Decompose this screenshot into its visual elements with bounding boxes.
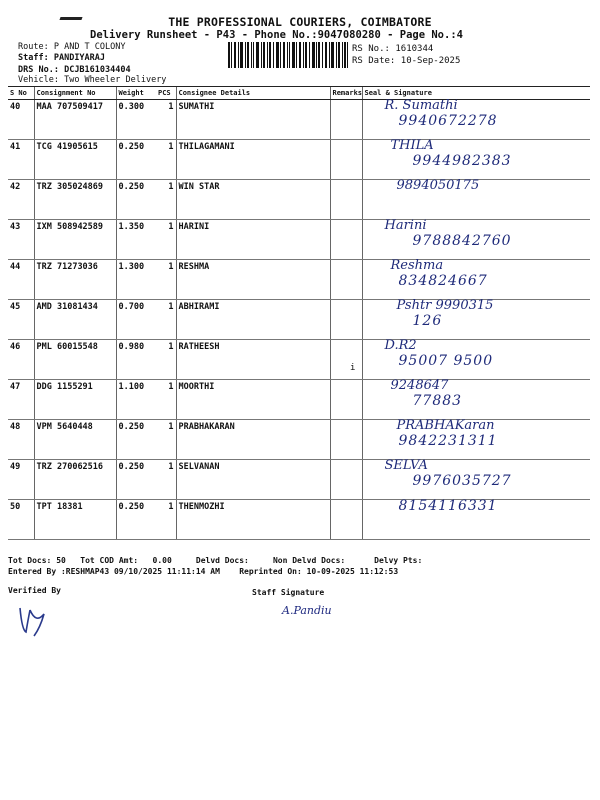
col-header-pcs: PCS	[156, 87, 176, 100]
row-consignment-no: MAA 707509417	[34, 100, 116, 140]
row-signature	[362, 140, 590, 180]
entered-line	[8, 567, 398, 576]
entered-by: Entered By :RESHMAP43 09/10/2025 11:11:14 AM	[8, 567, 220, 576]
row-consignment-no: TRZ 71273036	[34, 260, 116, 300]
row-consignment-no: DDG 1155291	[34, 380, 116, 420]
signature-phone-handwriting: 126	[412, 313, 443, 329]
signature-phone-handwriting: 9976035727	[412, 473, 512, 489]
signature-handwriting: SELVA	[384, 458, 428, 473]
row-sno: 50	[8, 500, 34, 540]
signature-handwriting: Harini	[384, 218, 427, 233]
row-pcs: 1	[156, 260, 176, 300]
col-header-consignment: Consignment No	[34, 87, 116, 100]
row-remarks	[330, 100, 362, 140]
row-sno: 48	[8, 420, 34, 460]
row-sno: 41	[8, 140, 34, 180]
row-consignment-no: TRZ 305024869	[34, 180, 116, 220]
vehicle-label: Vehicle:	[18, 75, 59, 85]
row-signature	[362, 220, 590, 260]
row-sno: 40	[8, 100, 34, 140]
signature-phone-handwriting: 9788842760	[412, 233, 512, 249]
table-row	[8, 180, 590, 220]
row-remarks	[330, 460, 362, 500]
signature-handwriting: 9894050175	[396, 178, 480, 193]
table-row	[8, 220, 590, 260]
row-weight: 0.250	[116, 460, 156, 500]
table-row	[8, 340, 590, 380]
row-sno: 47	[8, 380, 34, 420]
col-header-signature: Seal & Signature	[362, 87, 590, 100]
row-consignee: PRABHAKARAN	[176, 420, 330, 460]
delvd-docs-label: Delvd Docs:	[195, 556, 249, 565]
table-row	[8, 300, 590, 340]
tot-docs-label: Tot Docs:	[8, 556, 52, 565]
signature-phone-handwriting: 77883	[412, 393, 463, 409]
row-pcs: 1	[156, 380, 176, 420]
row-consignment-no: TPT 18381	[34, 500, 116, 540]
rs-date-label: RS Date:	[352, 56, 396, 66]
signature-handwriting: Pshtr 9990315	[396, 298, 494, 313]
signature-handwriting: THILA	[390, 138, 434, 153]
reprinted-on: Reprinted On: 10-09-2025 11:12:53	[239, 567, 399, 576]
col-header-remarks: Remarks	[330, 87, 362, 100]
route-label: Route:	[18, 42, 49, 52]
drs-value: DCJB161034404	[64, 65, 131, 75]
row-consignee: SELVANAN	[176, 460, 330, 500]
signature-handwriting: Reshma	[390, 258, 444, 273]
row-remarks	[330, 380, 362, 420]
staff-label: Staff:	[18, 53, 49, 63]
row-remarks	[330, 420, 362, 460]
tot-cod-value: 0.00	[152, 556, 172, 565]
signature-phone-handwriting: 9940672278	[398, 113, 498, 129]
table-row	[8, 500, 590, 540]
signature-phone-handwriting: 9842231311	[398, 433, 498, 449]
row-pcs: 1	[156, 460, 176, 500]
row-signature	[362, 260, 590, 300]
row-weight: 0.250	[116, 420, 156, 460]
row-remarks	[330, 180, 362, 220]
table-row	[8, 140, 590, 180]
col-header-sno: S No	[8, 87, 34, 100]
row-consignee: ABHIRAMI	[176, 300, 330, 340]
row-weight: 0.980	[116, 340, 156, 380]
table-row	[8, 420, 590, 460]
route-line	[18, 42, 126, 53]
row-remarks	[330, 260, 362, 300]
row-pcs: 1	[156, 180, 176, 220]
tot-cod-label: Tot COD Amt:	[80, 556, 139, 565]
table-row	[8, 460, 590, 500]
verified-by-label: Verified By	[8, 586, 61, 595]
row-weight: 1.350	[116, 220, 156, 260]
table-row	[8, 100, 590, 140]
signature-handwriting: PRABHAKaran	[396, 418, 495, 433]
runsheet-title: Delivery Runsheet - P43 - Phone No.:9047080280 - Page No.:4	[90, 29, 463, 41]
row-signature	[362, 420, 590, 460]
signature-handwriting: D.R2	[384, 338, 417, 353]
row-signature	[362, 500, 590, 540]
row-weight: 1.100	[116, 380, 156, 420]
row-consignee: SUMATHI	[176, 100, 330, 140]
row-consignee: HARINI	[176, 220, 330, 260]
staff-line	[18, 53, 105, 64]
row-signature	[362, 380, 590, 420]
rs-no-value: 1610344	[395, 44, 434, 54]
signature-handwriting: 9248647	[390, 378, 449, 393]
row-weight: 0.300	[116, 100, 156, 140]
signature-handwriting: R. Sumathi	[384, 98, 458, 113]
row-pcs: 1	[156, 420, 176, 460]
row-consignee: THILAGAMANI	[176, 140, 330, 180]
row-signature	[362, 100, 590, 140]
row-remarks	[330, 140, 362, 180]
table-row	[8, 380, 590, 420]
drs-label: DRS No.:	[18, 65, 59, 75]
rs-date-value: 10-Sep-2025	[400, 56, 461, 66]
row-weight: 0.700	[116, 300, 156, 340]
non-delvd-docs-label: Non Delvd Docs:	[272, 556, 346, 565]
row-remarks	[330, 220, 362, 260]
row-remarks	[330, 300, 362, 340]
row-sno: 49	[8, 460, 34, 500]
row-pcs: 1	[156, 300, 176, 340]
barcode-image	[228, 42, 348, 68]
row-consignee: RATHEESH	[176, 340, 330, 380]
row-sno: 43	[8, 220, 34, 260]
totals-line	[8, 556, 422, 565]
row-consignee: WIN STAR	[176, 180, 330, 220]
verified-signature-image	[14, 600, 54, 640]
row-pcs: 1	[156, 220, 176, 260]
row-weight: 0.250	[116, 500, 156, 540]
delvy-pts-label: Delvy Pts:	[374, 556, 423, 565]
row-remarks	[330, 340, 362, 380]
row-sno: 44	[8, 260, 34, 300]
rs-date-line	[352, 55, 460, 67]
signature-phone-handwriting: 834824667	[398, 273, 488, 289]
tot-docs-value: 50	[56, 556, 66, 565]
row-consignment-no: TRZ 270062516	[34, 460, 116, 500]
signature-phone-handwriting: 95007 9500	[398, 353, 494, 369]
row-signature	[362, 180, 590, 220]
row-weight: 0.250	[116, 140, 156, 180]
row-weight: 0.250	[116, 180, 156, 220]
row-pcs: 1	[156, 340, 176, 380]
staff-signature-image: A.Pandiu	[282, 604, 332, 617]
row-consignment-no: TCG 41905615	[34, 140, 116, 180]
row-consignee: THENMOZHI	[176, 500, 330, 540]
row-consignee: RESHMA	[176, 260, 330, 300]
row-consignment-no: PML 60015548	[34, 340, 116, 380]
row-consignment-no: IXM 508942589	[34, 220, 116, 260]
row-sno: 45	[8, 300, 34, 340]
staff-signature-label: Staff Signature	[252, 588, 325, 597]
row-remarks	[330, 500, 362, 540]
row-signature	[362, 340, 590, 380]
row-signature	[362, 460, 590, 500]
col-header-weight: Weight	[116, 87, 156, 100]
row-signature	[362, 300, 590, 340]
route-value: P AND T COLONY	[53, 42, 126, 52]
col-header-consignee: Consignee Details	[176, 87, 330, 100]
company-name: THE PROFESSIONAL COURIERS, COIMBATORE	[168, 15, 432, 29]
row-sno: 46	[8, 340, 34, 380]
vehicle-value: Two Wheeler Delivery	[64, 75, 167, 85]
runsheet-table	[8, 86, 590, 540]
signature-phone-handwriting: 8154116331	[398, 498, 498, 514]
staff-value: PANDIYARAJ	[53, 53, 106, 63]
vehicle-line	[18, 75, 166, 86]
remarks-mark: i	[350, 363, 356, 373]
table-row	[8, 260, 590, 300]
rs-info	[352, 43, 460, 67]
row-sno: 42	[8, 180, 34, 220]
rs-no-label: RS No.:	[352, 44, 390, 54]
row-consignment-no: VPM 5640448	[34, 420, 116, 460]
row-pcs: 1	[156, 500, 176, 540]
row-pcs: 1	[156, 100, 176, 140]
signature-phone-handwriting: 9944982383	[412, 153, 512, 169]
rs-number-line	[352, 43, 460, 55]
row-consignment-no: AMD 31081434	[34, 300, 116, 340]
row-weight: 1.300	[116, 260, 156, 300]
row-consignee: MOORTHI	[176, 380, 330, 420]
row-pcs: 1	[156, 140, 176, 180]
